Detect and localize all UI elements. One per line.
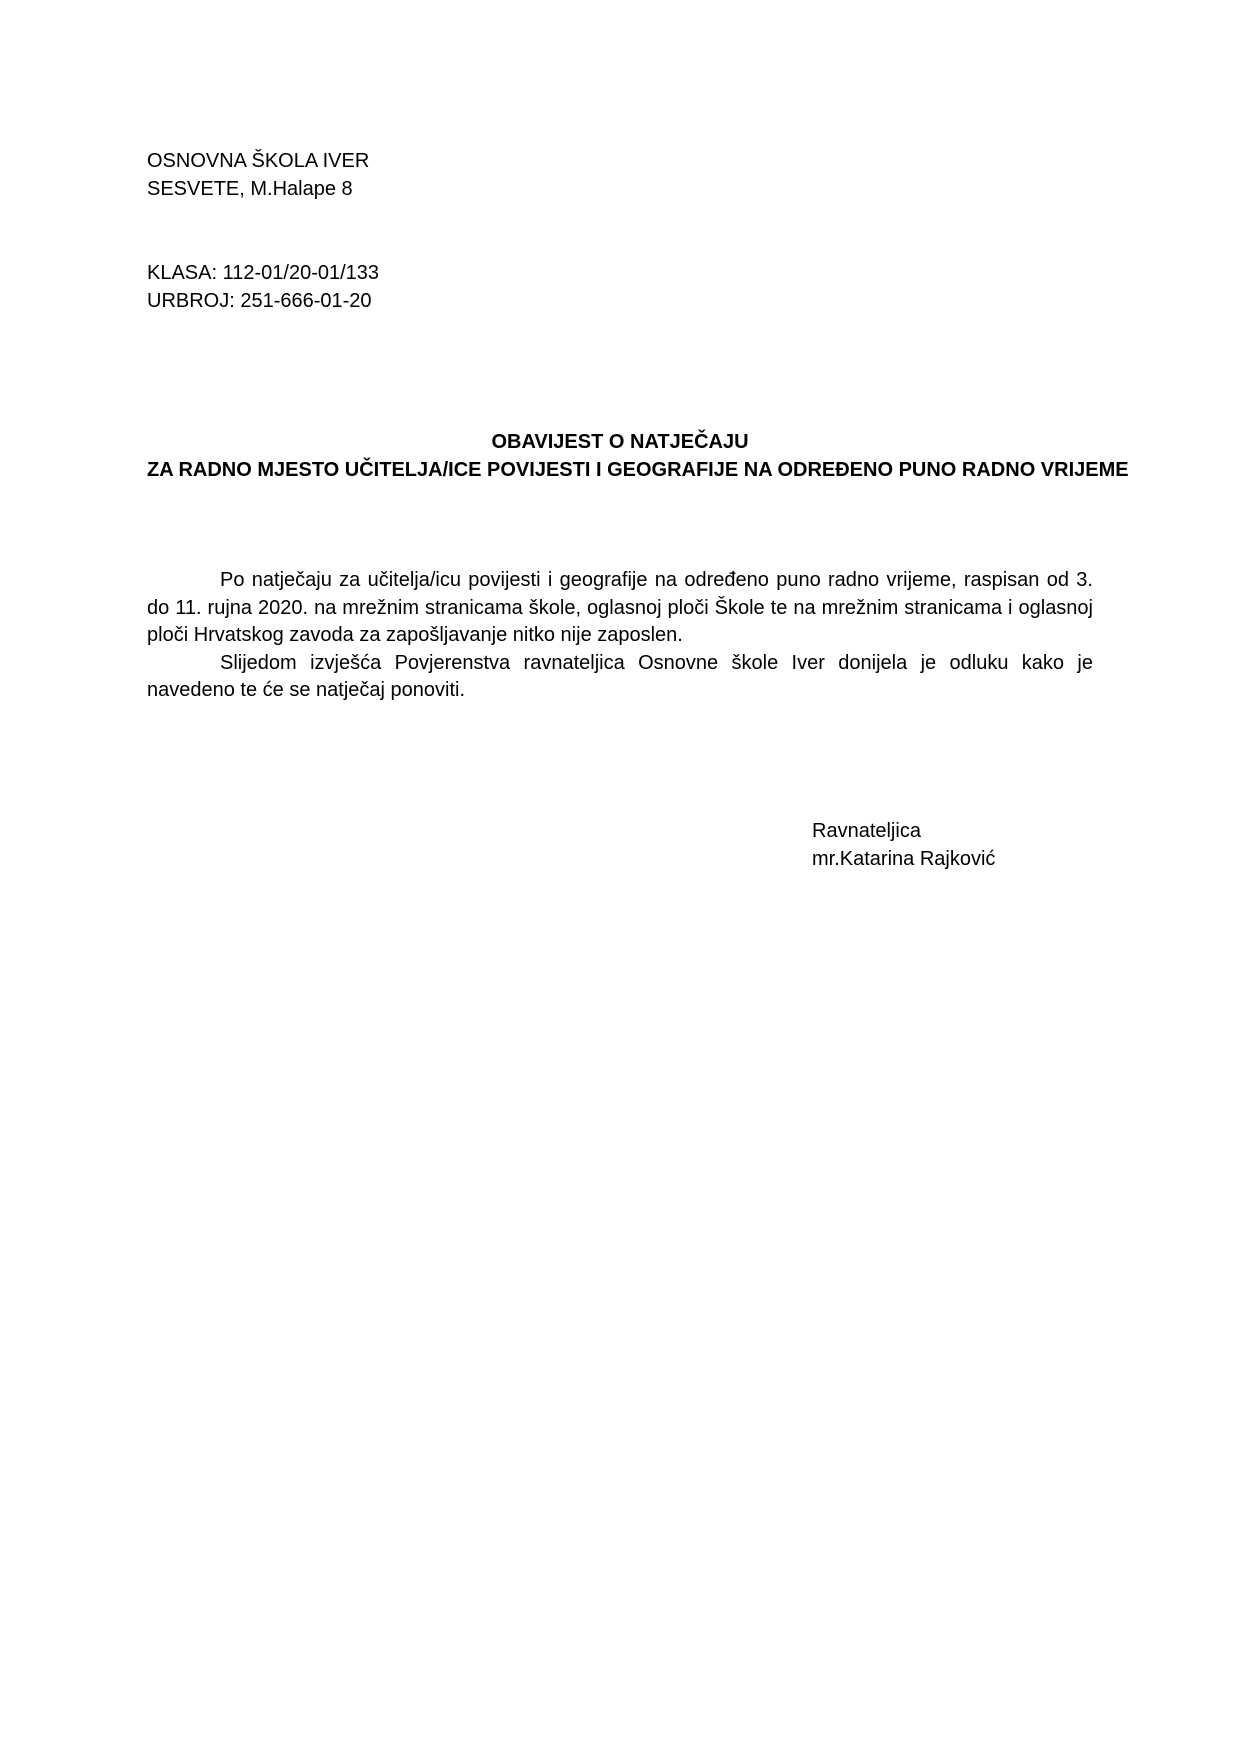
notice-subtitle: ZA RADNO MJESTO UČITELJA/ICE POVIJESTI I GEOGRAFIJE NA ODREĐENO PUNO RADNO VRIJEME <box>147 459 1129 481</box>
notice-title: OBAVIJEST O NATJEČAJU <box>491 431 749 453</box>
signature-role: Ravnateljica <box>812 820 921 842</box>
body-paragraph: Po natječaju za učitelja/icu povijesti i geografije na određeno puno radno vrijeme, raspisan od 3. do 11. rujna 2020. na mrežnim stranicama škole, oglasnoj ploči Škole te na mrežnim stranicama i oglasnoj ploči Hrvatskog zavoda za zapošljavanje nitko nije zaposlen. <box>147 569 1093 646</box>
school-address: SESVETE, M.Halape 8 <box>147 178 353 200</box>
school-name: OSNOVNA ŠKOLA IVER <box>147 150 370 172</box>
klasa-reference: KLASA: 112-01/20-01/133 <box>147 262 380 284</box>
urbroj-reference: URBROJ: 251-666-01-20 <box>147 290 372 312</box>
notice-body <box>147 567 1093 705</box>
signature-name: mr.Katarina Rajković <box>812 848 996 870</box>
body-paragraph: Slijedom izvješća Povjerenstva ravnateljica Osnovne škole Iver donijela je odluku kako je navedeno te će se natječaj ponoviti. <box>147 651 1093 701</box>
